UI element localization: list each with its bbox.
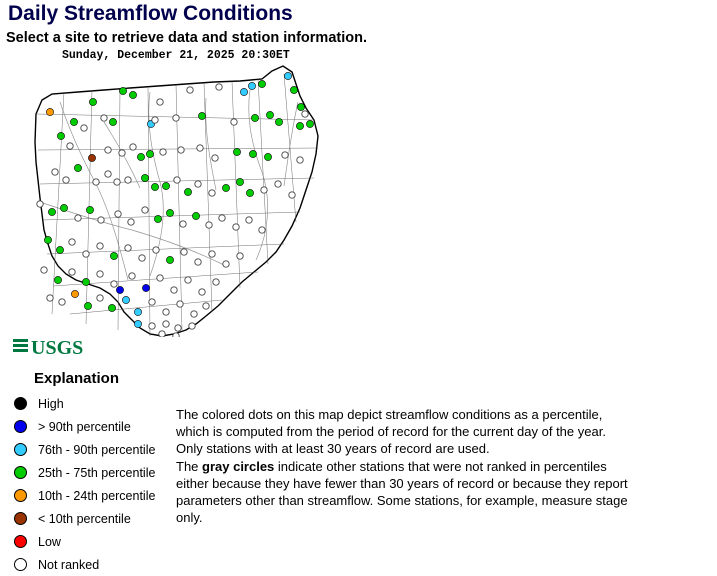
station-dot[interactable] xyxy=(231,119,237,125)
station-dot[interactable] xyxy=(284,72,291,79)
station-dot[interactable] xyxy=(195,181,201,187)
station-dot[interactable] xyxy=(122,296,129,303)
station-dot[interactable] xyxy=(290,86,297,93)
station-dot[interactable] xyxy=(137,153,144,160)
station-dot[interactable] xyxy=(166,209,173,216)
station-dot[interactable] xyxy=(149,299,155,305)
station-dot[interactable] xyxy=(44,236,51,243)
station-dot[interactable] xyxy=(88,154,95,161)
station-dot[interactable] xyxy=(114,179,120,185)
station-dot[interactable] xyxy=(108,304,115,311)
station-dot[interactable] xyxy=(173,333,179,337)
station-dot[interactable] xyxy=(57,132,64,139)
station-dot[interactable] xyxy=(60,204,67,211)
timestamp-label: Sunday, December 21, 2025 20:30ET xyxy=(62,49,290,62)
station-dot[interactable] xyxy=(105,171,111,177)
legend-color-swatch xyxy=(14,420,27,433)
station-dot[interactable] xyxy=(59,299,65,305)
station-dot[interactable] xyxy=(82,278,89,285)
station-dot[interactable] xyxy=(142,284,149,291)
station-dot[interactable] xyxy=(71,290,78,297)
legend-item-label: < 10th percentile xyxy=(38,511,131,526)
station-dot[interactable] xyxy=(129,273,135,279)
legend-color-swatch xyxy=(14,466,27,479)
legend-item-label: 76th - 90th percentile xyxy=(38,442,156,457)
usgs-logo[interactable] xyxy=(12,335,92,359)
station-dot[interactable] xyxy=(111,281,117,287)
station-dot[interactable] xyxy=(192,212,199,219)
station-dot[interactable] xyxy=(119,150,125,156)
station-dot[interactable] xyxy=(98,217,104,223)
explanation-heading: Explanation xyxy=(34,370,120,387)
station-dot[interactable] xyxy=(197,145,203,151)
station-dot[interactable] xyxy=(152,117,158,123)
desc-line-4b: indicate other stations that were not ranked in percentiles xyxy=(274,458,607,474)
station-dot[interactable] xyxy=(54,276,61,283)
station-dot[interactable] xyxy=(146,150,153,157)
station-dot[interactable] xyxy=(69,269,75,275)
station-dot[interactable] xyxy=(275,181,281,187)
station-dot[interactable] xyxy=(159,331,165,337)
legend-item xyxy=(8,507,173,530)
station-dot[interactable] xyxy=(233,148,240,155)
station-dot[interactable] xyxy=(166,256,173,263)
usgs-wordmark: USGS xyxy=(31,337,84,359)
legend-item xyxy=(8,484,173,507)
station-dot[interactable] xyxy=(236,178,243,185)
station-dot[interactable] xyxy=(139,255,145,261)
station-dot[interactable] xyxy=(212,155,218,161)
legend-color-swatch xyxy=(14,397,27,410)
station-dot[interactable] xyxy=(174,177,180,183)
station-dot[interactable] xyxy=(149,323,155,329)
station-dot[interactable] xyxy=(175,325,181,331)
station-dot[interactable] xyxy=(233,224,239,230)
station-dot[interactable] xyxy=(251,114,258,121)
station-dot[interactable] xyxy=(81,125,87,131)
station-dot[interactable] xyxy=(130,144,136,150)
station-dot[interactable] xyxy=(213,279,219,285)
station-dot[interactable] xyxy=(101,115,107,121)
station-dot[interactable] xyxy=(63,177,69,183)
station-dot[interactable] xyxy=(115,211,121,217)
legend-color-swatch xyxy=(14,489,27,502)
station-dot[interactable] xyxy=(184,188,191,195)
station-dot[interactable] xyxy=(297,103,304,110)
page-title: Daily Streamflow Conditions xyxy=(8,2,293,25)
legend-color-swatch xyxy=(14,512,27,525)
station-dot[interactable] xyxy=(177,301,183,307)
station-dot[interactable] xyxy=(75,215,81,221)
ohio-state-map[interactable] xyxy=(0,62,460,337)
legend-color-swatch xyxy=(14,535,27,548)
station-dot[interactable] xyxy=(105,147,111,153)
station-dot[interactable] xyxy=(93,179,99,185)
station-dot[interactable] xyxy=(261,187,267,193)
station-dot[interactable] xyxy=(67,143,73,149)
legend-color-swatch xyxy=(14,558,27,571)
station-dot[interactable] xyxy=(189,323,195,329)
legend-item xyxy=(8,415,173,438)
station-dot[interactable] xyxy=(173,115,179,121)
station-dot[interactable] xyxy=(289,192,295,198)
legend-item xyxy=(8,461,173,484)
station-dot[interactable] xyxy=(266,111,273,118)
station-dot[interactable] xyxy=(240,88,247,95)
desc-line-2: which is computed from the period of record for the current day of the year. xyxy=(176,424,606,440)
legend-item xyxy=(8,438,173,461)
legend-item-label: Low xyxy=(38,534,61,549)
station-dot[interactable] xyxy=(163,309,169,315)
station-dot[interactable] xyxy=(264,153,271,160)
station-dot[interactable] xyxy=(246,189,253,196)
station-dot[interactable] xyxy=(154,215,161,222)
station-dot[interactable] xyxy=(259,227,265,233)
station-dot[interactable] xyxy=(206,222,212,228)
station-dot[interactable] xyxy=(142,207,148,213)
station-dot[interactable] xyxy=(302,111,308,117)
station-dot[interactable] xyxy=(89,98,96,105)
station-dot[interactable] xyxy=(209,251,215,257)
station-dot[interactable] xyxy=(216,84,222,90)
legend-item-label: High xyxy=(38,396,64,411)
legend xyxy=(8,392,173,576)
station-dot[interactable] xyxy=(297,157,303,163)
station-dot[interactable] xyxy=(125,245,131,251)
legend-item xyxy=(8,392,173,415)
station-dot[interactable] xyxy=(97,295,103,301)
legend-item-label: 10th - 24th percentile xyxy=(38,488,156,503)
station-dot[interactable] xyxy=(125,177,131,183)
station-dot[interactable] xyxy=(171,287,177,293)
station-dot[interactable] xyxy=(70,118,77,125)
station-dot[interactable] xyxy=(69,239,75,245)
station-dot[interactable] xyxy=(74,164,81,171)
station-dot[interactable] xyxy=(162,182,169,189)
station-dot[interactable] xyxy=(163,321,169,327)
station-dot[interactable] xyxy=(84,302,91,309)
station-dot[interactable] xyxy=(185,277,191,283)
station-dot[interactable] xyxy=(47,295,53,301)
station-dot[interactable] xyxy=(153,247,159,253)
desc-line-4a: The xyxy=(176,458,203,474)
station-dot[interactable] xyxy=(275,118,282,125)
station-dot[interactable] xyxy=(134,308,141,315)
station-dot[interactable] xyxy=(203,303,209,309)
station-dot[interactable] xyxy=(306,120,313,127)
station-dot[interactable] xyxy=(160,149,166,155)
station-dot[interactable] xyxy=(134,320,141,327)
station-dot[interactable] xyxy=(237,253,243,259)
station-dot[interactable] xyxy=(119,87,126,94)
station-dot[interactable] xyxy=(187,87,193,93)
legend-item-label: Not ranked xyxy=(38,557,100,572)
map-description xyxy=(176,406,706,526)
station-dot[interactable] xyxy=(52,169,58,175)
station-dot[interactable] xyxy=(110,252,117,259)
usgs-wave-icon xyxy=(13,339,28,352)
station-dot[interactable] xyxy=(37,201,43,207)
station-dot[interactable] xyxy=(48,208,55,215)
station-dot[interactable] xyxy=(258,80,265,87)
station-dot[interactable] xyxy=(246,217,252,223)
legend-item-label: > 90th percentile xyxy=(38,419,131,434)
desc-line-5: either because they have fewer than 30 years of record or because they report xyxy=(176,475,628,491)
station-dot[interactable] xyxy=(141,174,148,181)
station-dot[interactable] xyxy=(296,122,303,129)
station-dot[interactable] xyxy=(195,259,201,265)
station-dot[interactable] xyxy=(181,249,187,255)
station-dot[interactable] xyxy=(86,206,93,213)
station-dot[interactable] xyxy=(109,118,116,125)
station-dot[interactable] xyxy=(151,183,158,190)
station-dot[interactable] xyxy=(97,243,103,249)
page-subtitle: Select a site to retrieve data and station information. xyxy=(6,30,367,46)
station-dot[interactable] xyxy=(282,152,288,158)
station-dot[interactable] xyxy=(249,150,256,157)
legend-item xyxy=(8,530,173,553)
legend-color-swatch xyxy=(14,443,27,456)
station-dot[interactable] xyxy=(157,275,163,281)
legend-item-label: 25th - 75th percentile xyxy=(38,465,156,480)
station-dot[interactable] xyxy=(116,286,123,293)
station-dot[interactable] xyxy=(219,215,225,221)
station-dot[interactable] xyxy=(191,311,197,317)
station-dot[interactable] xyxy=(56,246,63,253)
station-dot[interactable] xyxy=(222,184,229,191)
station-dot[interactable] xyxy=(129,91,136,98)
station-dot[interactable] xyxy=(180,221,186,227)
desc-line-3: Only stations with at least 30 years of record are used. xyxy=(176,441,490,457)
station-dot[interactable] xyxy=(178,147,184,153)
desc-line-7: only. xyxy=(176,510,203,526)
station-dot[interactable] xyxy=(198,112,205,119)
desc-line-6: parameters other than streamflow. Some stations, for example, measure stage xyxy=(176,493,628,509)
station-dot[interactable] xyxy=(223,261,229,267)
station-dot[interactable] xyxy=(83,251,89,257)
station-dot[interactable] xyxy=(41,267,47,273)
station-dot[interactable] xyxy=(46,108,53,115)
station-dot[interactable] xyxy=(209,190,215,196)
station-dot[interactable] xyxy=(157,99,163,105)
station-dot[interactable] xyxy=(128,219,134,225)
station-dot[interactable] xyxy=(199,289,205,295)
desc-gray-circles-emphasis: gray circles xyxy=(202,458,275,474)
station-dot[interactable] xyxy=(97,271,103,277)
station-dot[interactable] xyxy=(248,82,255,89)
desc-line-1: The colored dots on this map depict streamflow conditions as a percentile, xyxy=(176,407,603,422)
